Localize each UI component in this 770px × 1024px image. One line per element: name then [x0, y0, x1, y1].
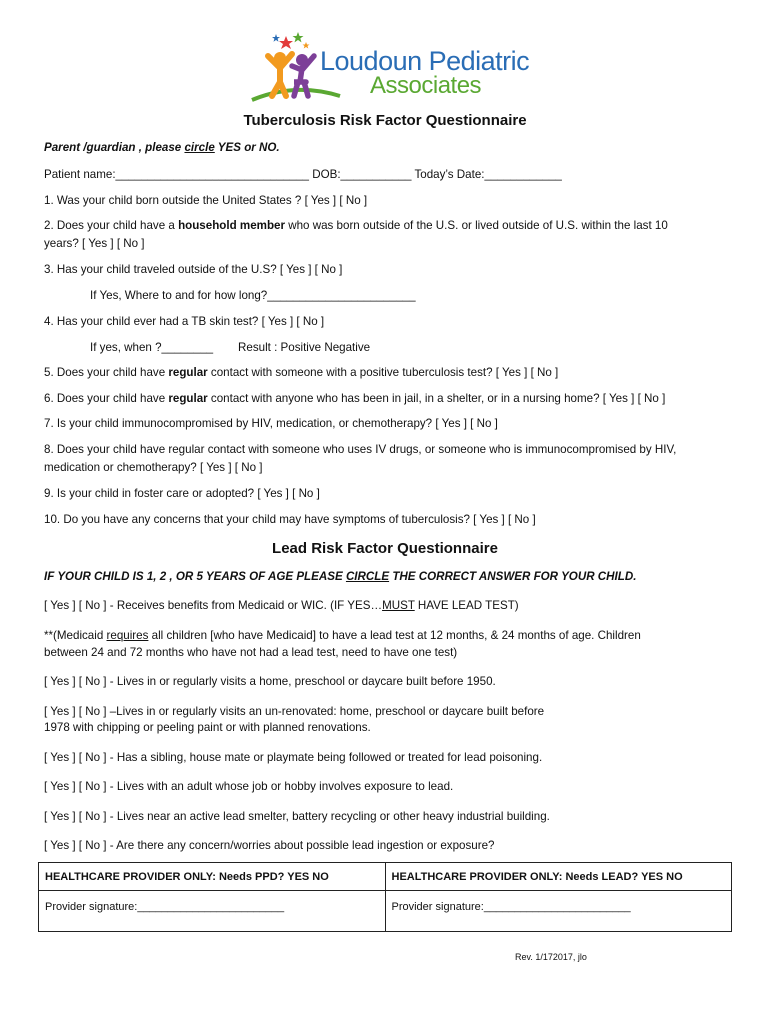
tb-instruction-prefix: Parent /guardian , please — [44, 141, 185, 154]
lead-question-medicaid[interactable] — [44, 598, 519, 614]
provider-table — [38, 862, 732, 932]
tb-question-3[interactable]: 3. Has your child traveled outside of the U.S? [ Yes ] [ No ] — [44, 263, 343, 276]
provider-col-ppd — [39, 863, 385, 931]
lead-question-1978[interactable]: [ Yes ] [ No ] –Lives in or regularly visits an un-renovated: home, preschool or daycare built before — [44, 705, 545, 718]
tb-question-1[interactable]: 1. Was your child born outside the United States ? [ Yes ] [ No ] — [44, 194, 368, 207]
lead-l1-must: MUST — [382, 599, 415, 612]
tb-question-2[interactable] — [44, 218, 668, 234]
lead-medicaid-note-2: between 24 and 72 months who have not had a lead test, need to have one test) — [44, 646, 458, 659]
tb-q4-when-blank[interactable]: ________ — [161, 341, 214, 354]
tb-title: Tuberculosis Risk Factor Questionnaire — [243, 112, 527, 129]
lead-question-sibling[interactable]: [ Yes ] [ No ] - Has a sibling, house mate or playmate being followed or treated for lead poisoning. — [44, 751, 543, 764]
tb-q6-pre: 6. Does your child have — [44, 392, 169, 405]
lead-question-concern[interactable]: [ Yes ] [ No ] - Are there any concern/worries about possible lead ingestion or exposure? — [44, 839, 495, 852]
provider-ppd-header[interactable]: HEALTHCARE PROVIDER ONLY: Needs PPD? YES NO — [45, 871, 329, 883]
lead-question-1950[interactable]: [ Yes ] [ No ] - Lives in or regularly visits a home, preschool or daycare built before 1950. — [44, 675, 496, 688]
logo-star-orange — [303, 42, 310, 49]
lead-note-pre: **(Medicaid — [44, 629, 107, 642]
tb-question-10[interactable]: 10. Do you have any concerns that your child may have symptoms of tuberculosis? [ Yes ] [ No ] — [44, 513, 536, 526]
provider-signature-left[interactable]: Provider signature:________________________ — [45, 901, 285, 913]
lead-l1-post: HAVE LEAD TEST) — [414, 599, 519, 612]
lead-question-adult-job[interactable]: [ Yes ] [ No ] - Lives with an adult whose job or hobby involves exposure to lead. — [44, 780, 454, 793]
logo-star-red — [279, 36, 293, 49]
tb-question-8[interactable]: 8. Does your child have regular contact with someone who uses IV drugs, or someone who is immunocompromised by HIV, — [44, 443, 677, 456]
tb-instruction — [44, 141, 280, 154]
tb-question-9[interactable]: 9. Is your child in foster care or adopted? [ Yes ] [ No ] — [44, 487, 320, 500]
provider-signature-right[interactable]: Provider signature:________________________ — [391, 901, 631, 913]
tb-q2-post: who was born outside of the U.S. or lived outside of U.S. within the last 10 — [285, 219, 668, 232]
lead-medicaid-note — [44, 628, 641, 644]
lead-title: Lead Risk Factor Questionnaire — [272, 540, 498, 557]
tb-instruction-suffix: YES or NO. — [214, 141, 280, 154]
tb-q5-pre: 5. Does your child have — [44, 366, 169, 379]
logo-star-green — [293, 32, 304, 42]
logo-line-2: Associates — [370, 72, 482, 99]
lead-note-requires: requires — [106, 629, 149, 642]
tb-q2-bold: household member — [178, 219, 285, 232]
tb-question-4-followup[interactable] — [90, 340, 213, 356]
lead-question-1978-cont: 1978 with chipping or peeling paint or with planned renovations. — [44, 721, 371, 734]
tb-question-4-result[interactable]: Result : Positive Negative — [238, 341, 371, 354]
tb-question-2-answer[interactable]: years? [ Yes ] [ No ] — [44, 237, 145, 250]
lead-instruction-post: THE CORRECT ANSWER FOR YOUR CHILD. — [389, 570, 637, 583]
lead-instruction-circle: CIRCLE — [345, 570, 390, 583]
tb-question-6[interactable] — [44, 391, 665, 407]
lead-instruction — [44, 570, 636, 583]
tb-question-4[interactable]: 4. Has your child ever had a TB skin test? [ Yes ] [ No ] — [44, 315, 325, 328]
tb-question-8-answer[interactable]: medication or chemotherapy? [ Yes ] [ No ] — [44, 461, 263, 474]
logo-line-1: Loudoun Pediatric — [320, 46, 530, 76]
logo-star-blue — [272, 34, 280, 42]
tb-q2-pre: 2. Does your child have a — [44, 219, 179, 232]
lead-note-post: all children [who have Medicaid] to have a lead test at 12 months, & 24 months of age. Children — [148, 629, 641, 642]
tb-question-7[interactable]: 7. Is your child immunocompromised by HIV, medication, or chemotherapy? [ Yes ] [ No ] — [44, 417, 498, 430]
tb-q6-post: contact with anyone who has been in jail, in a shelter, or in a nursing home? [ Yes ] [ No ] — [207, 392, 666, 405]
tb-q4-when: If yes, when ? — [90, 341, 162, 354]
tb-q5-post: contact with someone with a positive tuberculosis test? [ Yes ] [ No ] — [207, 366, 559, 379]
tb-question-3-followup[interactable]: If Yes, Where to and for how long?_______________________ — [90, 289, 416, 302]
revision-note: Rev. 1/172017, jlo — [515, 952, 587, 962]
provider-col-lead — [385, 863, 732, 931]
tb-instruction-circle: circle — [184, 141, 215, 154]
lead-l1-pre: [ Yes ] [ No ] - Receives benefits from Medicaid or WIC. (IF YES… — [44, 599, 383, 612]
tb-q5-bold: regular — [168, 366, 208, 379]
tb-question-5[interactable] — [44, 365, 558, 381]
tb-q6-bold: regular — [168, 392, 208, 405]
lead-question-smelter[interactable]: [ Yes ] [ No ] - Lives near an active lead smelter, battery recycling or other heavy industrial building. — [44, 810, 550, 823]
practice-logo — [250, 30, 530, 105]
patient-info-line[interactable]: Patient name:______________________________ DOB:___________ Today’s Date:____________ — [44, 168, 562, 181]
lead-instruction-pre: IF YOUR CHILD IS 1, 2 , OR 5 YEARS OF AGE PLEASE — [44, 570, 346, 583]
provider-lead-header[interactable]: HEALTHCARE PROVIDER ONLY: Needs LEAD? YES NO — [391, 871, 683, 883]
